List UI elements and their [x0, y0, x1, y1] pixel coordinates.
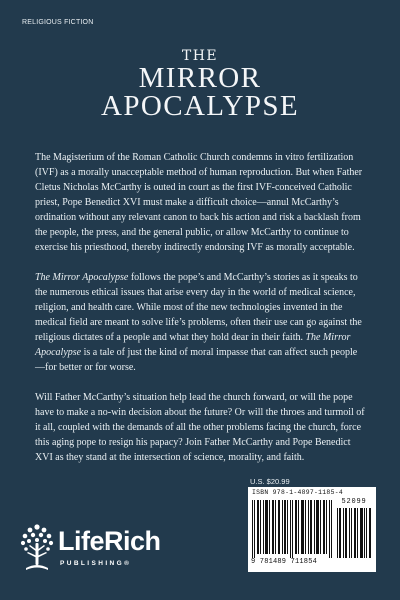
- blurb-paragraph-3: Will Father McCarthy’s situation help lead the church forward, or will the pope have to make a no-win decision about the future? Or will the throes and turmoil of it all, coupled with the demands of all the other problems facing the church, force this aging pope to resign his papacy? Join Father McCarthy and Pope Benedict XVI as they stand at the intersection of science, morality, and faith.: [35, 392, 365, 463]
- book-title: [0, 48, 400, 120]
- publisher-logo: [20, 520, 170, 575]
- title-line-2: APOCALYPSE: [100, 90, 300, 122]
- book-title-italic: The Mirror Apocalypse: [35, 272, 129, 283]
- tree-icon: [20, 522, 54, 572]
- blurb-paragraph-2: [35, 270, 367, 375]
- addon-barcode-bars: [337, 508, 371, 558]
- price-label: U.S. $20.99: [250, 477, 290, 486]
- ean-barcode-bars: [252, 500, 334, 558]
- blurb-paragraph-1: The Magisterium of the Roman Catholic Church condemns in vitro fertilization (IVF) as a morally unacceptable method of human reproduction. But when Father Cletus Nicholas McCarthy is outed in court as the first IVF-conceived Catholic priest, Pope Benedict XVI must make a difficult choice—annul McCarthy’s ordination without any relevant canon to back his action and risk a backlash from the people, the press, and the general public, or allow McCarthy to continue to exercise his priesthood, thereby indirectly endorsing IVF as morally acceptable.: [35, 152, 363, 253]
- addon-digits: 52099: [341, 498, 367, 506]
- blurb-paragraph-2-text-a: follows the pope’s and McCarthy’s stories as it speaks to the numerous ethical issues that arise every day in the world of medical science, religion, and health care. While most of the new technologies invented in the medical field are meant to solve life’s problems, often their use can go against the religious dictates of a people and what they hold dear in their faith.: [35, 272, 362, 343]
- isbn-text: ISBN 978-1-4897-1185-4: [252, 489, 343, 496]
- blurb-paragraph-2-text-b: is a tale of just the kind of moral impasse that can affect such people—for better or for worse.: [35, 347, 358, 373]
- book-title-italic-2: The Mirror Apocalypse: [35, 332, 351, 358]
- publisher-name: LifeRich: [58, 526, 161, 556]
- blurb-text: [35, 150, 367, 480]
- title-line-1: MIRROR: [138, 62, 262, 94]
- title-article: THE: [181, 48, 219, 64]
- publisher-subtitle: PUBLISHING®: [60, 560, 132, 567]
- ean-digits: 9 781489 711854: [251, 558, 318, 566]
- isbn-barcode: [248, 487, 376, 572]
- genre-label: RELIGIOUS FICTION: [22, 19, 94, 26]
